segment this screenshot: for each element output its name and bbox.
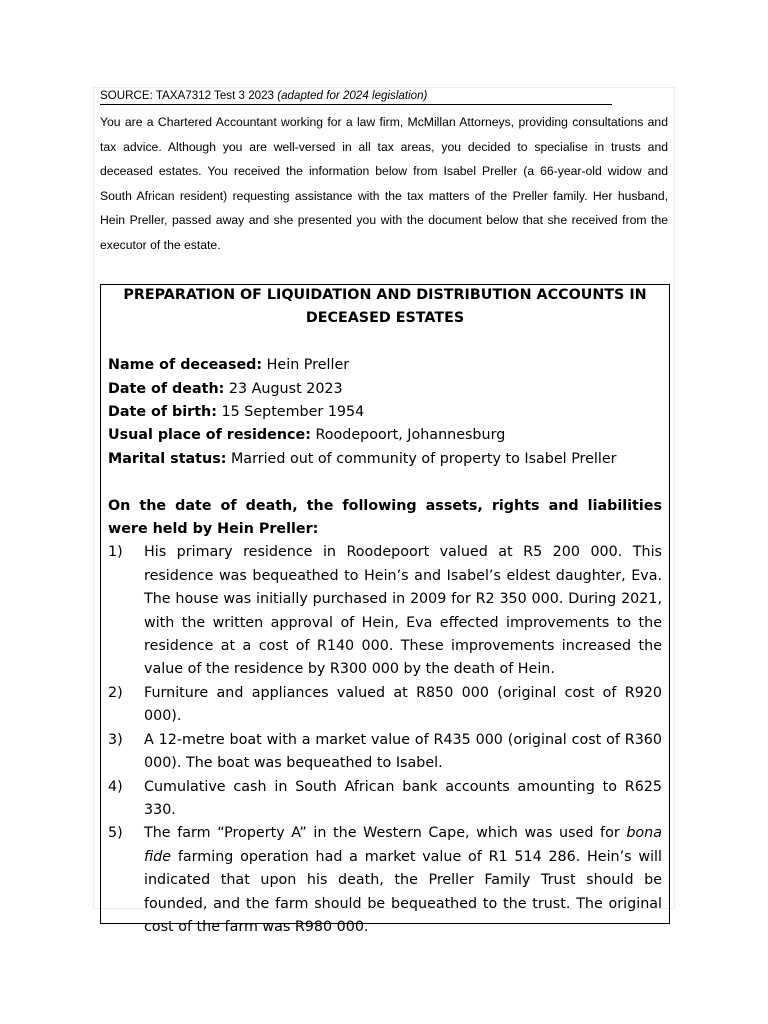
- spacer: [108, 471, 662, 494]
- item-text: His primary residence in Roodepoort valued at R5 200 000. This residence was bequeathed to Hein’s and Isabel’s eldest daughter, Eva. The house was initially purchased in 2009 for R2 350 000. During 2021, with the written approval of Hein, Eva effected improvements to the residence at a cost of R140 000. These improvements increased the value of the residence by R300 000 by the death of Hein.: [144, 544, 662, 678]
- list-item: [108, 541, 662, 681]
- field-value: Married out of community of property to Isabel Preller: [226, 450, 617, 467]
- field-marital-status: [108, 448, 662, 471]
- source-reference: SOURCE: TAXA7312 Test 3 2023: [100, 89, 278, 102]
- source-line: [100, 88, 612, 105]
- item-text: Cumulative cash in South African bank accounts amounting to R625 330.: [144, 778, 662, 818]
- item-text-part: farming operation had a market value of R1 514 286. Hein’s will indicated that upon his death, the Preller Family Trust should be founded, and the farm should be bequeathed to the trust. The original cost of the farm was R980 000.: [144, 848, 662, 935]
- list-item: [108, 822, 662, 939]
- field-name-of-deceased: [108, 354, 662, 377]
- estate-information-box: [100, 284, 670, 935]
- source-adaptation-note: (adapted for 2024 legislation): [277, 89, 428, 102]
- item-number: 3): [108, 731, 123, 748]
- field-label: Date of death:: [108, 380, 225, 397]
- assets-list: [108, 541, 662, 939]
- item-number: 1): [108, 544, 123, 561]
- field-value: Hein Preller: [262, 357, 350, 374]
- spacer: [108, 331, 662, 354]
- field-label: Name of deceased:: [108, 357, 263, 374]
- field-label: Usual place of residence:: [108, 427, 311, 444]
- list-item: [108, 682, 662, 729]
- field-value: Roodepoort, Johannesburg: [310, 427, 506, 444]
- field-value: 23 August 2023: [224, 380, 343, 397]
- item-number: 5): [108, 825, 123, 842]
- field-date-of-death: [108, 378, 662, 401]
- field-date-of-birth: [108, 401, 662, 424]
- item-text-part: The farm “Property A” in the Western Cape, which was used for: [144, 825, 627, 842]
- field-label: Date of birth:: [108, 404, 217, 421]
- item-text: Furniture and appliances valued at R850 000 (original cost of R920 000).: [144, 684, 662, 725]
- field-value: 15 September 1954: [216, 404, 365, 421]
- document-page: [93, 87, 675, 935]
- assets-heading: On the date of death, the following assets, rights and liabilities were held by Hein Preller:: [108, 497, 662, 538]
- intro-paragraph: You are a Chartered Accountant working for a law firm, McMillan Attorneys, providing consultations and tax advice. Although you are well-versed in all tax areas, you decided to specialise in trusts and deceased estates. You received the information below from Isabel Preller (a 66-year-old widow and South African resident) requesting assistance with the tax matters of the Preller family. Her husband, Hein Preller, passed away and she presented you with the document below that she received from the executor of the estate.: [100, 115, 668, 252]
- item-number: 2): [108, 684, 123, 701]
- item-text: A 12-metre boat with a market value of R435 000 (original cost of R360 000). The boat was bequeathed to Isabel.: [144, 731, 662, 772]
- field-label: Marital status:: [108, 450, 227, 467]
- item-number: 4): [108, 778, 123, 795]
- list-item: [108, 729, 662, 776]
- field-usual-residence: [108, 424, 662, 447]
- item-text-italic: bona fide: [144, 825, 662, 865]
- box-title: PREPARATION OF LIQUIDATION AND DISTRIBUTION ACCOUNTS IN DECEASED ESTATES: [123, 287, 647, 327]
- list-item: [108, 776, 662, 823]
- item-text: [144, 822, 662, 939]
